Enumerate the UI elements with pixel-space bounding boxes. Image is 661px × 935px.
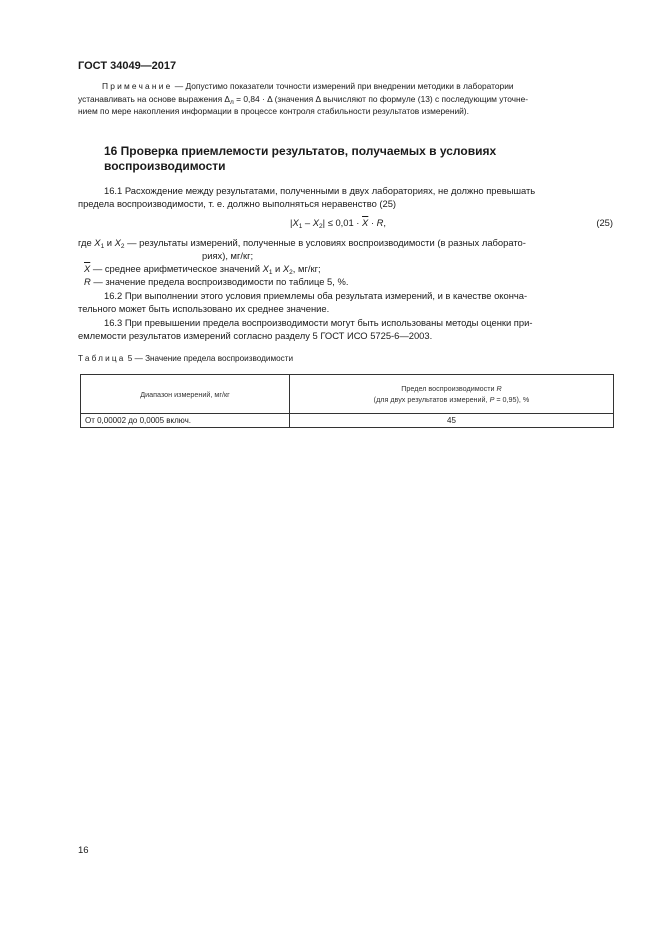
formula-25 <box>78 217 613 231</box>
table-header-row <box>81 375 614 414</box>
cell-range: От 0,00002 до 0,0005 включ. <box>81 414 290 428</box>
page-number: 16 <box>78 845 89 856</box>
cell-value: 45 <box>290 414 614 428</box>
formula-number: (25) <box>596 217 613 228</box>
formula-expression: $|X_1 - X_2| \le 0,01 \cdot \overline{X} \cdot R$, <box>290 217 387 230</box>
table-row <box>81 414 614 428</box>
where-mean-line: $\overline{X}$ — среднее арифметическое значений $X_1$ и $X_2$, мг/кг; <box>84 263 321 276</box>
where-x-cont: риях), мг/кг; <box>202 250 254 261</box>
paragraph-16-2: 16.2 При выполнении этого условия приемлемы оба результата измерений, и в качестве оконча- тельного может быть использовано их среднее значение. <box>78 290 528 314</box>
paragraph-16-1: 16.1 Расхождение между результатами, полученными в двух лабораториях, не должно превышать предела воспроизводимости, т. е. должно выполняться неравенство (25) <box>78 185 536 209</box>
document-code: ГОСТ 34049—2017 <box>78 60 177 72</box>
column-header-range: Диапазон измерений, мг/кг <box>81 375 290 414</box>
paragraph-16-3: 16.3 При превышении предела воспроизводимости могут быть использованы методы оценки при- емлемости результатов измерений согласно разделу 5 ГОСТ ИСО 5725-6—2003. <box>78 317 533 341</box>
note-line-1: Примечание — Допустимо показатели точности измерений при внедрении методики в лаборатории <box>102 81 514 91</box>
where-r-line: R — значение предела воспроизводимости по таблице 5, %. <box>84 276 349 287</box>
where-block <box>78 236 613 288</box>
note-line-3: нием по мере накопления информации в процессе контроля стабильности результатов измерений). <box>78 106 469 116</box>
note-line-2: устанавливать на основе выражения $\Delta_л = 0,84 \cdot \Delta$ (значения Δ вычисляют по формуле (13) с последующим уточне- <box>78 93 529 106</box>
table-5 <box>80 374 614 428</box>
note-label: Примечание <box>102 81 173 91</box>
section-16-heading: 16 Проверка приемлемости результатов, получаемых в условиях воспроизводимости <box>104 144 497 173</box>
column-header-limit: Предел воспроизводимости R (для двух результатов измерений, P = 0,95), % <box>290 375 614 414</box>
where-x-line: где $X_1$ и $X_2$ — результаты измерений, полученные в условиях воспроизводимости (в разных лаборато- <box>78 237 526 250</box>
note-block <box>78 80 613 118</box>
table-5-caption: Таблица 5 — Значение предела воспроизводимости <box>78 354 294 363</box>
